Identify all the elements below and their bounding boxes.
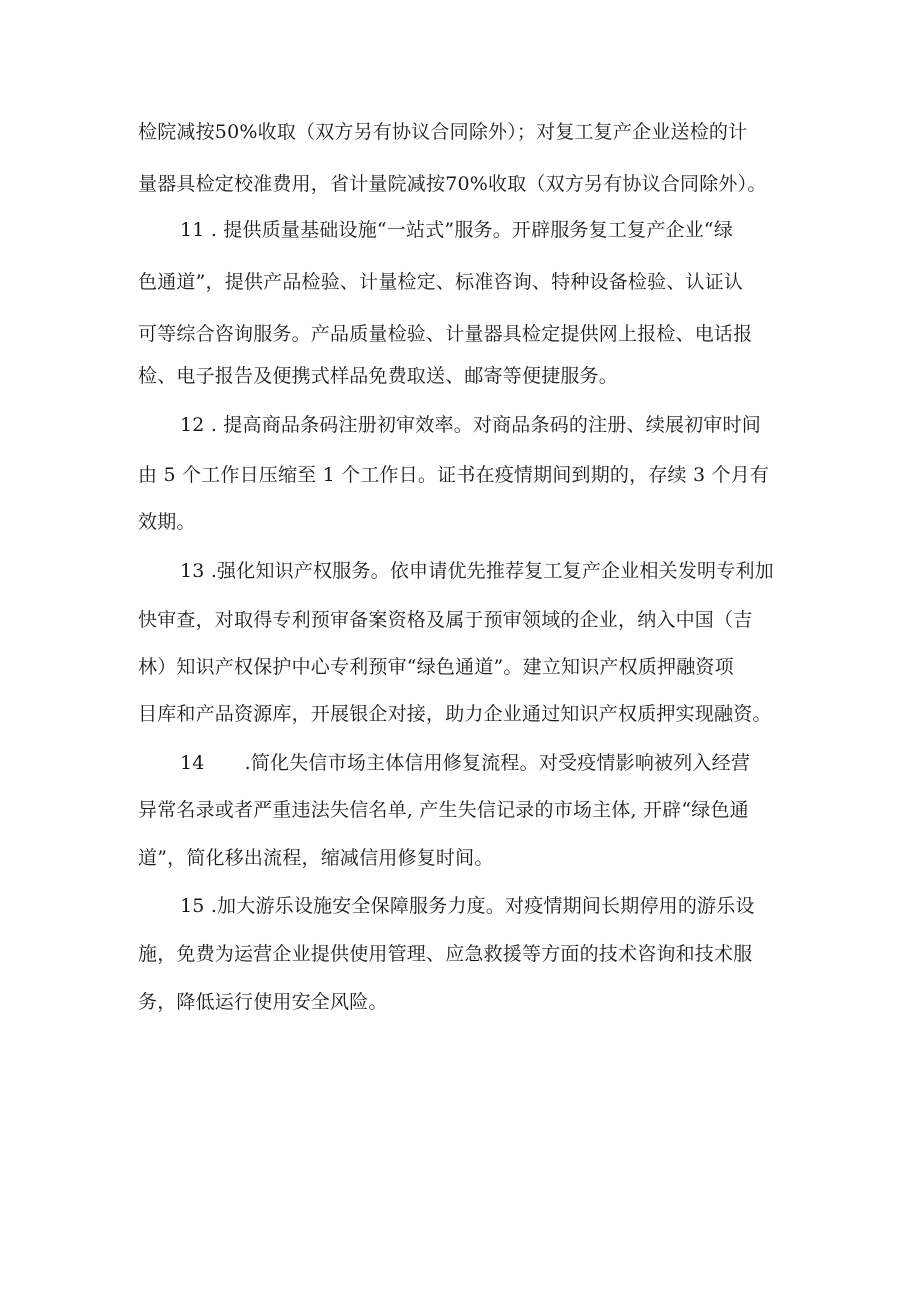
text-line: 异常名录或者严重违法失信名单, 产生失信记录的市场主体, 开辟“绿色通 <box>138 799 749 821</box>
text-line: 由 5 个工作日压缩至 1 个工作日。证书在疫情期间到期的，存续 3 个月有 <box>138 464 770 486</box>
paragraph-number: 14 <box>180 752 205 774</box>
text-line: 施，免费为运营企业提供使用管理、应急救援等方面的技术咨询和技术服 <box>138 943 753 965</box>
paragraph-14-start <box>180 750 800 776</box>
text-line: 检院减按50%收取（双方另有协议合同除外）；对复工复产企业送检的计 <box>138 121 748 143</box>
text-line: 道”，简化移出流程，缩减信用修复时间。 <box>138 847 494 869</box>
paragraph-11-start: 11 . 提供质量基础设施“一站式”服务。开辟服务复工复产企业“绿 <box>180 219 734 241</box>
text-line: 务，降低运行使用安全风险。 <box>138 991 388 1013</box>
text-line: 量器具检定校准费用，省计量院减按70%收取（双方另有协议合同除外）。 <box>138 173 767 195</box>
text-line: 检、电子报告及便携式样品免费取送、邮寄等便捷服务。 <box>138 365 619 387</box>
text-line: 目库和产品资源库，开展银企对接，助力企业通过知识产权质押实现融资。 <box>138 703 772 725</box>
text-line: 效期。 <box>138 511 196 533</box>
paragraph-15-start: 15 .加大游乐设施安全保障服务力度。对疫情期间长期停用的游乐设 <box>180 895 755 917</box>
text-line: 快审查，对取得专利预审备案资格及属于预审领域的企业，纳入中国（吉 <box>138 609 753 631</box>
text-line: 色通道”，提供产品检验、计量检定、标准咨询、特种设备检验、认证认 <box>138 271 744 293</box>
paragraph-13-start: 13 .强化知识产权服务。依申请优先推荐复工复产企业相关发明专利加 <box>180 560 774 582</box>
text-line: 林）知识产权保护中心专利预审“绿色通道”。建立知识产权质押融资项 <box>138 656 734 678</box>
paragraph-12-start: 12 . 提高商品条码注册初审效率。对商品条码的注册、续展初审时间 <box>180 414 761 436</box>
paragraph-14-text: .简化失信市场主体信用修复流程。对受疫情影响被列入经营 <box>244 752 751 774</box>
text-line: 可等综合咨询服务。产品质量检验、计量器具检定提供网上报检、电话报 <box>138 323 753 345</box>
